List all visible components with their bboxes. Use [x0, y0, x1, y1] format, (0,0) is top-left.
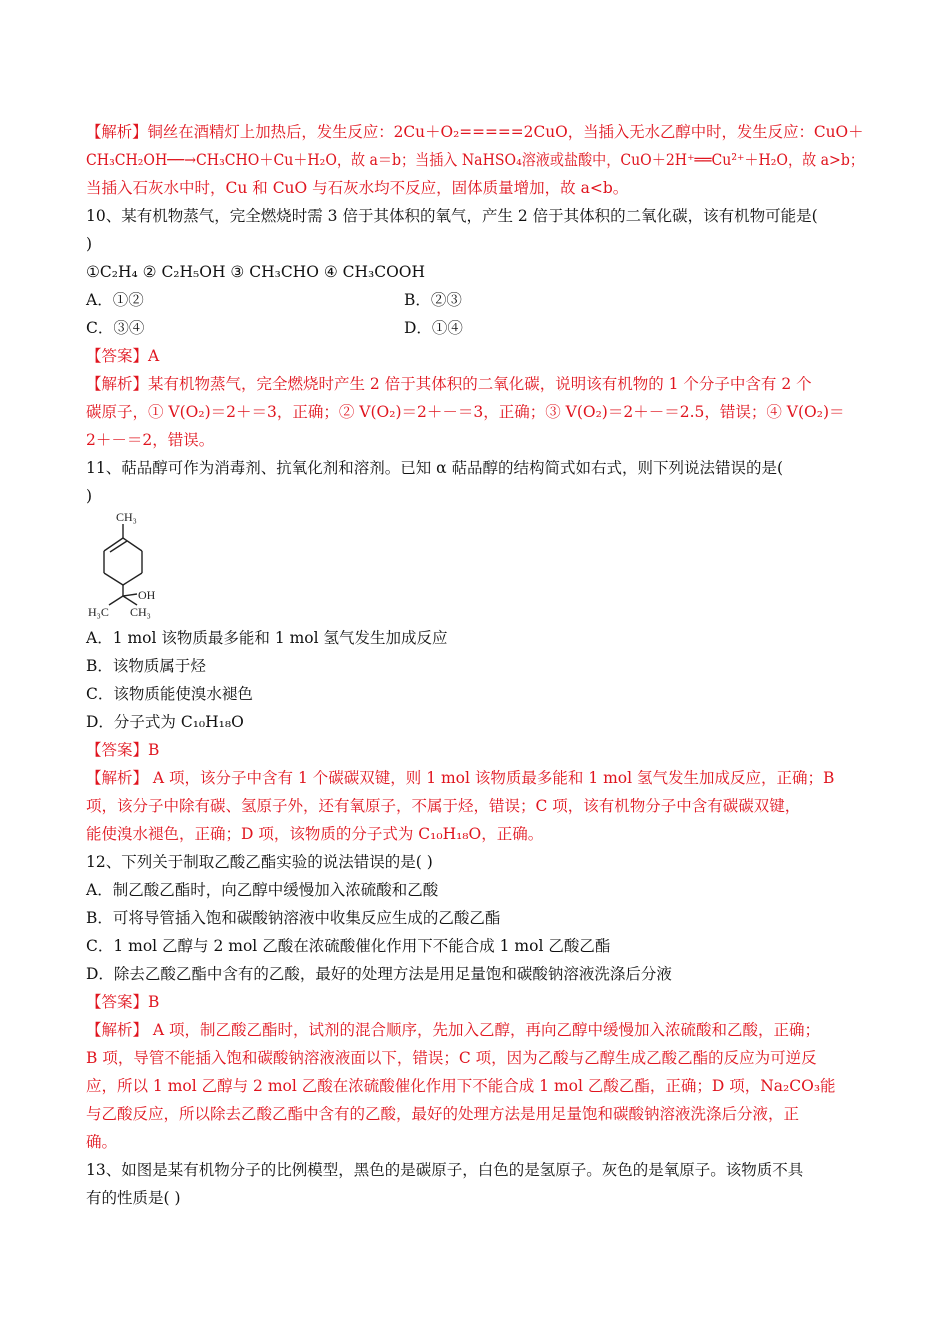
q10-option-d: D．①④: [404, 319, 463, 337]
q10-answer: 【答案】A: [86, 347, 160, 365]
q10-compounds: ①C₂H₄ ② C₂H₅OH ③ CH₃CHO ④ CH₃COOH: [86, 263, 426, 281]
q12-option-c: C．1 mol 乙醇与 2 mol 乙酸在浓硫酸催化作用下不能合成 1 mol 乙酸乙酯: [86, 937, 611, 955]
q11-explanation-line-3: 能使溴水褪色，正确；D 项，该物质的分子式为 C₁₀H₁₈O，正确。: [86, 825, 544, 843]
q11-explanation-line-1: 【解析】 A 项，该分子中含有 1 个碳碳双键，则 1 mol 该物质最多能和 1 mol 氢气发生加成反应，正确；B: [86, 769, 835, 787]
q11-answer: 【答案】B: [86, 741, 160, 759]
q10-option-c: C．③④: [86, 319, 145, 337]
ring-bonds: [104, 524, 142, 605]
q12-explanation-line-3: 应，所以 1 mol 乙醇与 2 mol 乙酸在浓硫酸催化作用下不能合成 1 mol 乙酸乙酯，正确；D 项，Na₂CO₃能: [86, 1077, 836, 1095]
q10-option-a: A．①②: [86, 291, 144, 309]
q9-explanation-line-2: CH₃CH₂OH──→CH₃CHO＋Cu＋H₂O，故 a＝b；当插入 NaHSO₄溶液或盐酸中，CuO＋2H⁺══Cu²⁺＋H₂O，故 a>b；: [86, 151, 864, 169]
q12-option-b: B．可将导管插入饱和碳酸钠溶液中收集反应生成的乙酸乙酯: [86, 909, 501, 927]
q12-explanation-line-5: 确。: [86, 1133, 118, 1151]
label-oh: OH: [138, 588, 156, 602]
q12-option-d: D．除去乙酸乙酯中含有的乙酸，最好的处理方法是用足量饱和碳酸钠溶液洗涤后分液: [86, 965, 672, 983]
q13-stem-line-1: 13、如图是某有机物分子的比例模型，黑色的是碳原子，白色的是氢原子。灰色的是氧原子。该物质不具: [86, 1161, 804, 1179]
q12-explanation-line-4: 与乙酸反应，所以除去乙酸乙酯中含有的乙酸，最好的处理方法是用足量饱和碳酸钠溶液洗涤后分液，正: [86, 1105, 800, 1123]
q10-explanation-line-3: 2＋－＝2，错误。: [86, 431, 215, 449]
q10-explanation-line-2: 碳原子，① V(O₂)＝2＋＝3，正确；② V(O₂)＝2＋－＝3，正确；③ V(O₂)＝2＋－＝2.5，错误；④ V(O₂)＝: [86, 403, 845, 421]
q13-stem-line-2: 有的性质是( ): [86, 1189, 181, 1207]
q9-explanation-line-3: 当插入石灰水中时，Cu 和 CuO 与石灰水均不反应，固体质量增加，故 a<b。: [86, 179, 629, 197]
q12-option-a: A．制乙酸乙酯时，向乙醇中缓慢加入浓硫酸和乙酸: [86, 881, 439, 899]
q12-explanation-line-2: B 项，导管不能插入饱和碳酸钠溶液液面以下，错误；C 项，因为乙酸与乙醇生成乙酸乙酯的反应为可逆反: [86, 1049, 817, 1067]
q11-option-a: A．1 mol 该物质最多能和 1 mol 氢气发生加成反应: [86, 629, 448, 647]
label-ch3-top: CH₃: [116, 510, 137, 524]
q11-option-d: D．分子式为 C₁₀H₁₈O: [86, 713, 244, 731]
q9-explanation-line-1: 【解析】铜丝在酒精灯上加热后，发生反应：2Cu＋O₂=====2CuO，当插入无水乙醇中时，发生反应：CuO＋: [86, 123, 864, 141]
q12-explanation-line-1: 【解析】 A 项，制乙酸乙酯时，试剂的混合顺序，先加入乙醇，再向乙醇中缓慢加入浓硫酸和乙酸，正确；: [86, 1021, 821, 1039]
q11-stem-line-1: 11、萜品醇可作为消毒剂、抗氧化剂和溶剂。已知 α 萜品醇的结构简式如右式，则下列说法错误的是(: [86, 459, 784, 477]
q12-answer: 【答案】B: [86, 993, 160, 1011]
label-h3c: H₃C: [88, 605, 109, 619]
terpineol-structure-diagram: [86, 508, 176, 620]
q11-stem-line-2: ): [86, 487, 93, 505]
q12-stem: 12、下列关于制取乙酸乙酯实验的说法错误的是( ): [86, 853, 433, 871]
q10-stem-line-1: 10、某有机物蒸气，完全燃烧时需 3 倍于其体积的氧气，产生 2 倍于其体积的二氧化碳，该有机物可能是(: [86, 207, 818, 225]
label-ch3-right: CH₃: [130, 605, 151, 619]
q10-option-b: B．②③: [404, 291, 462, 309]
q10-explanation-line-1: 【解析】某有机物蒸气，完全燃烧时产生 2 倍于其体积的二氧化碳，说明该有机物的 1 个分子中含有 2 个: [86, 375, 812, 393]
q11-explanation-line-2: 项，该分子中除有碳、氢原子外，还有氧原子，不属于烃，错误；C 项，该有机物分子中含有碳碳双键，: [86, 797, 801, 815]
q11-option-c: C．该物质能使溴水褪色: [86, 685, 253, 703]
q10-stem-line-2: ): [86, 235, 93, 253]
q11-option-b: B．该物质属于烃: [86, 657, 206, 675]
